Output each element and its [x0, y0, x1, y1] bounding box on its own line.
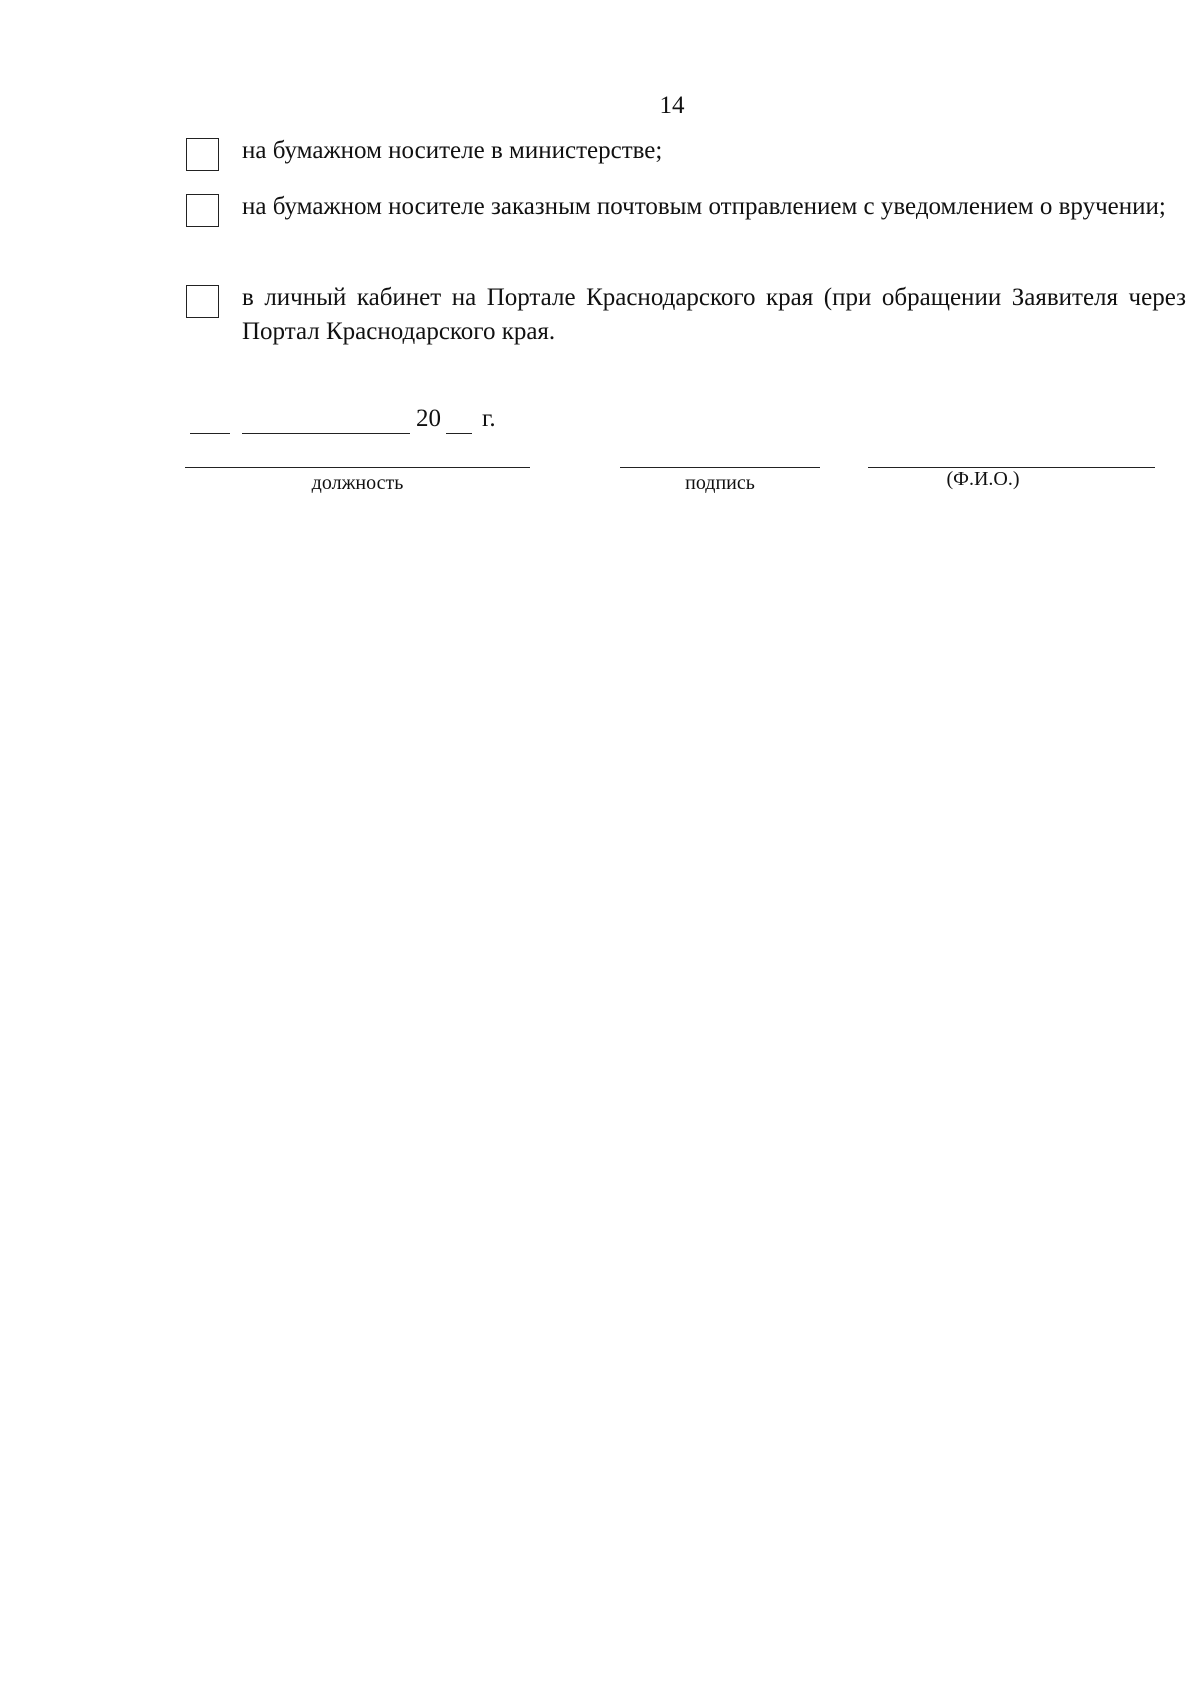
year-prefix: 20 [416, 405, 441, 432]
day-blank[interactable] [190, 433, 230, 434]
year-blank[interactable] [446, 433, 472, 434]
year-suffix: г. [482, 405, 496, 432]
checkbox[interactable] [186, 138, 219, 171]
month-blank[interactable] [242, 433, 410, 434]
signature-line[interactable] [620, 467, 820, 468]
position-label: должность [311, 472, 404, 494]
option-label: на бумажном носителе в министерстве; [242, 137, 663, 164]
name-label: (Ф.И.О.) [946, 468, 1020, 490]
page-number: 14 [659, 92, 685, 119]
position-line[interactable] [185, 467, 530, 468]
checkbox[interactable] [186, 285, 219, 318]
signature-label: подпись [685, 472, 755, 494]
checkbox[interactable] [186, 194, 219, 227]
option-label: на бумажном носителе заказным почтовым отправлением с уведомлением о вручении; [242, 193, 1166, 220]
option-label: в личный кабинет на Портале Краснодарского края (при обращении Заявителя через Портал Краснодарского края. [242, 284, 1186, 345]
